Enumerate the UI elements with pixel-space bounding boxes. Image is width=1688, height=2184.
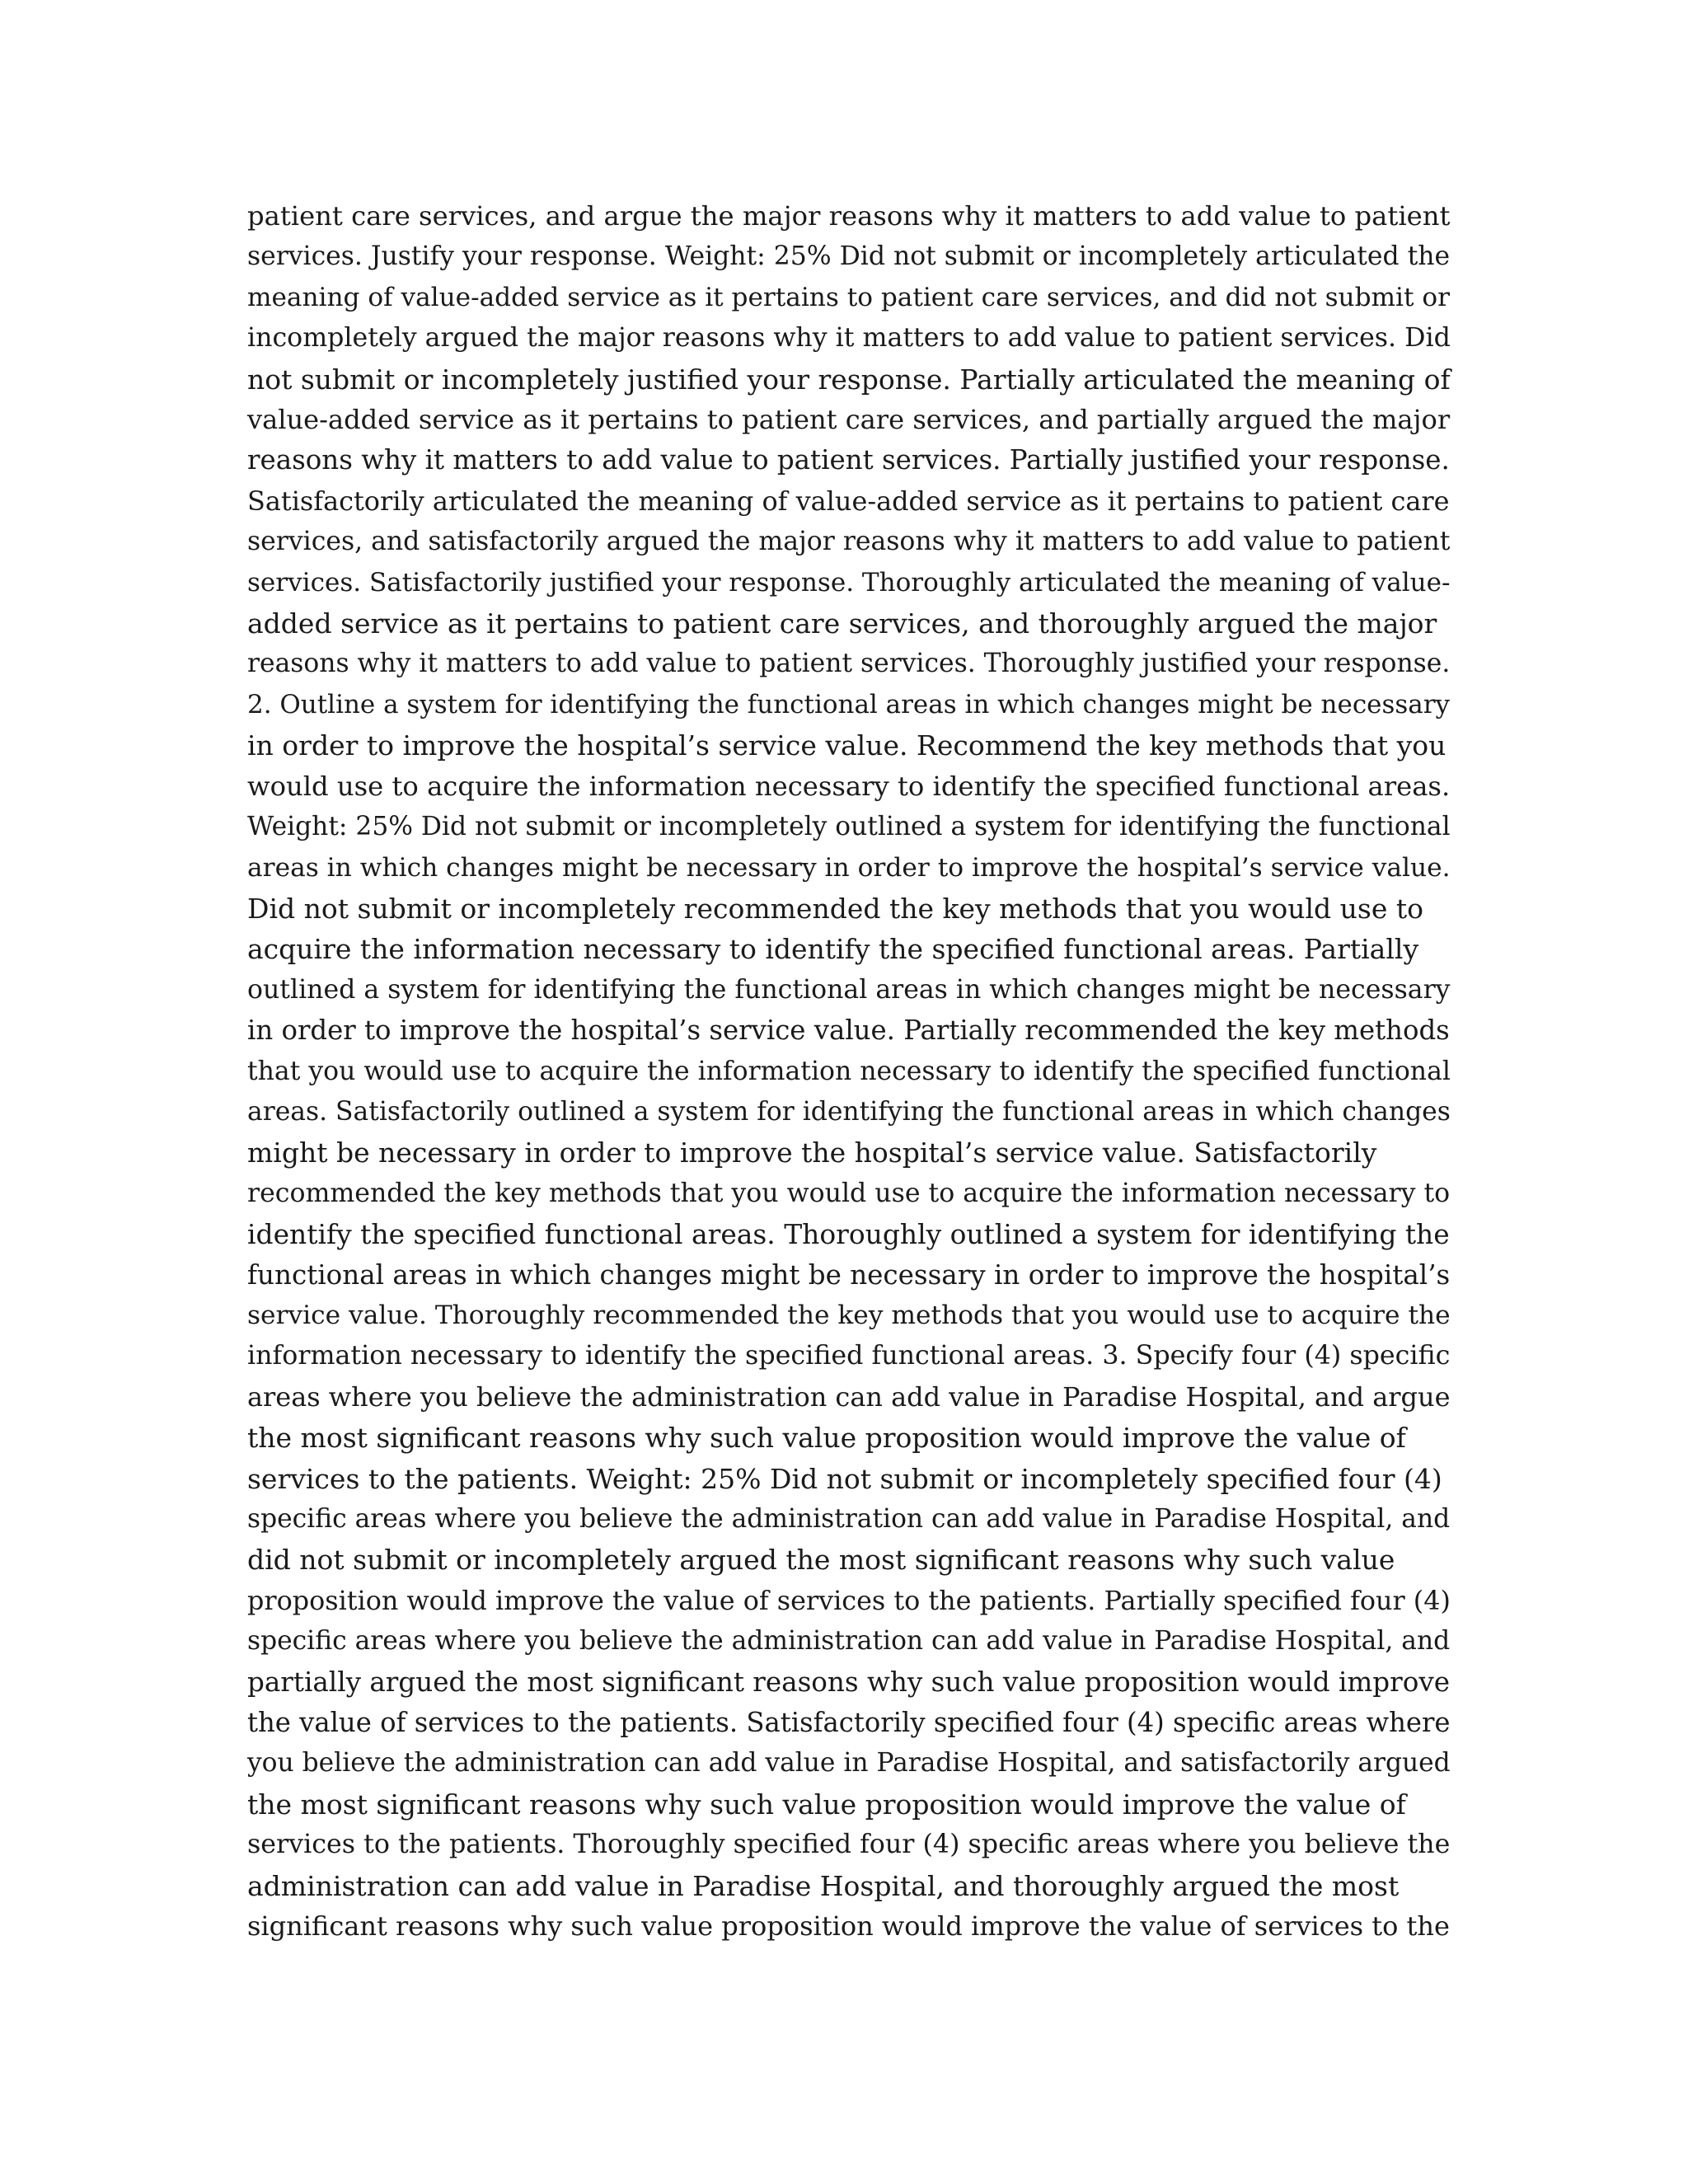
text-line: value-added service as it pertains to patient care services, and partially argued the major — [247, 404, 1451, 436]
text-line: not submit or incompletely justified your response. Partially articulated the meaning of — [247, 363, 1451, 396]
text-line: services. Justify your response. Weight: 25% Did not submit or incompletely articulated the — [247, 241, 1451, 272]
text-line: you believe the administration can add value in Paradise Hospital, and satisfactorily argued — [247, 1748, 1451, 1779]
text-line: incompletely argued the major reasons why it matters to add value to patient services. Did — [247, 323, 1451, 354]
text-line: outlined a system for identifying the functional areas in which changes might be necessary — [247, 974, 1451, 1005]
text-line: meaning of value-added service as it pertains to patient care services, and did not submit or — [247, 282, 1450, 312]
body-text — [247, 196, 1451, 1947]
text-line: in order to improve the hospital’s service value. Recommend the key methods that you — [247, 729, 1447, 762]
text-line: specific areas where you believe the administration can add value in Paradise Hospital, and — [247, 1626, 1451, 1657]
text-line: services. Satisfactorily justified your response. Thoroughly articulated the meaning of value- — [247, 567, 1451, 598]
text-line: services to the patients. Thoroughly specified four (4) specific areas where you believe the — [247, 1830, 1451, 1860]
text-line: that you would use to acquire the information necessary to identify the specified functional — [247, 1056, 1451, 1086]
text-line: would use to acquire the information necessary to identify the specified functional areas. — [247, 770, 1451, 802]
text-line: areas. Satisfactorily outlined a system for identifying the functional areas in which changes — [247, 1096, 1451, 1127]
text-line: added service as it pertains to patient care services, and thoroughly argued the major — [247, 607, 1437, 640]
text-line: the most significant reasons why such value proposition would improve the value of — [247, 1788, 1406, 1821]
text-line: areas in which changes might be necessary in order to improve the hospital’s service value. — [247, 852, 1451, 883]
text-line: the most significant reasons why such value proposition would improve the value of — [247, 1422, 1406, 1455]
text-line: significant reasons why such value proposition would improve the value of services to the — [247, 1910, 1450, 1943]
text-line: information necessary to identify the specified functional areas. 3. Specify four (4) specific — [247, 1341, 1451, 1371]
text-line: might be necessary in order to improve the hospital’s service value. Satisfactorily — [247, 1137, 1377, 1169]
text-line: acquire the information necessary to identify the specified functional areas. Partially — [247, 933, 1419, 966]
text-line: functional areas in which changes might be necessary in order to improve the hospital’s — [247, 1258, 1451, 1291]
text-line: services, and satisfactorily argued the major reasons why it matters to add value to patient — [247, 527, 1451, 557]
text-line: identify the specified functional areas. Thoroughly outlined a system for identifying the — [247, 1218, 1450, 1251]
text-line: Did not submit or incompletely recommended the key methods that you would use to — [247, 892, 1423, 925]
text-line: 2. Outline a system for identifying the functional areas in which changes might be necessary — [247, 689, 1451, 719]
text-line: service value. Thoroughly recommended the key methods that you would use to acquire the — [247, 1300, 1451, 1330]
text-line: reasons why it matters to add value to patient services. Thoroughly justified your response. — [247, 649, 1451, 679]
text-line: areas where you believe the administration can add value in Paradise Hospital, and argue — [247, 1380, 1451, 1413]
text-line: in order to improve the hospital’s service value. Partially recommended the key methods — [247, 1015, 1450, 1047]
text-line: partially argued the most significant reasons why such value proposition would improve — [247, 1666, 1451, 1698]
text-line: reasons why it matters to add value to patient services. Partially justified your response. — [247, 444, 1450, 476]
text-line: specific areas where you believe the administration can add value in Paradise Hospital, and — [247, 1504, 1451, 1534]
text-line: Weight: 25% Did not submit or incompletely outlined a system for identifying the functional — [247, 812, 1451, 842]
text-line: patient care services, and argue the major reasons why it matters to add value to patient — [247, 200, 1451, 232]
text-line: recommended the key methods that you would use to acquire the information necessary to — [247, 1178, 1451, 1208]
text-line: the value of services to the patients. Satisfactorily specified four (4) specific areas where — [247, 1707, 1451, 1739]
text-line: administration can add value in Paradise Hospital, and thoroughly argued the most — [247, 1869, 1400, 1902]
text-line: Satisfactorily articulated the meaning of value-added service as it pertains to patient care — [247, 485, 1450, 517]
text-line: proposition would improve the value of services to the patients. Partially specified four (4) — [247, 1584, 1451, 1616]
text-line: services to the patients. Weight: 25% Did not submit or incompletely specified four (4) — [247, 1462, 1442, 1495]
text-line: did not submit or incompletely argued the most significant reasons why such value — [247, 1544, 1395, 1577]
